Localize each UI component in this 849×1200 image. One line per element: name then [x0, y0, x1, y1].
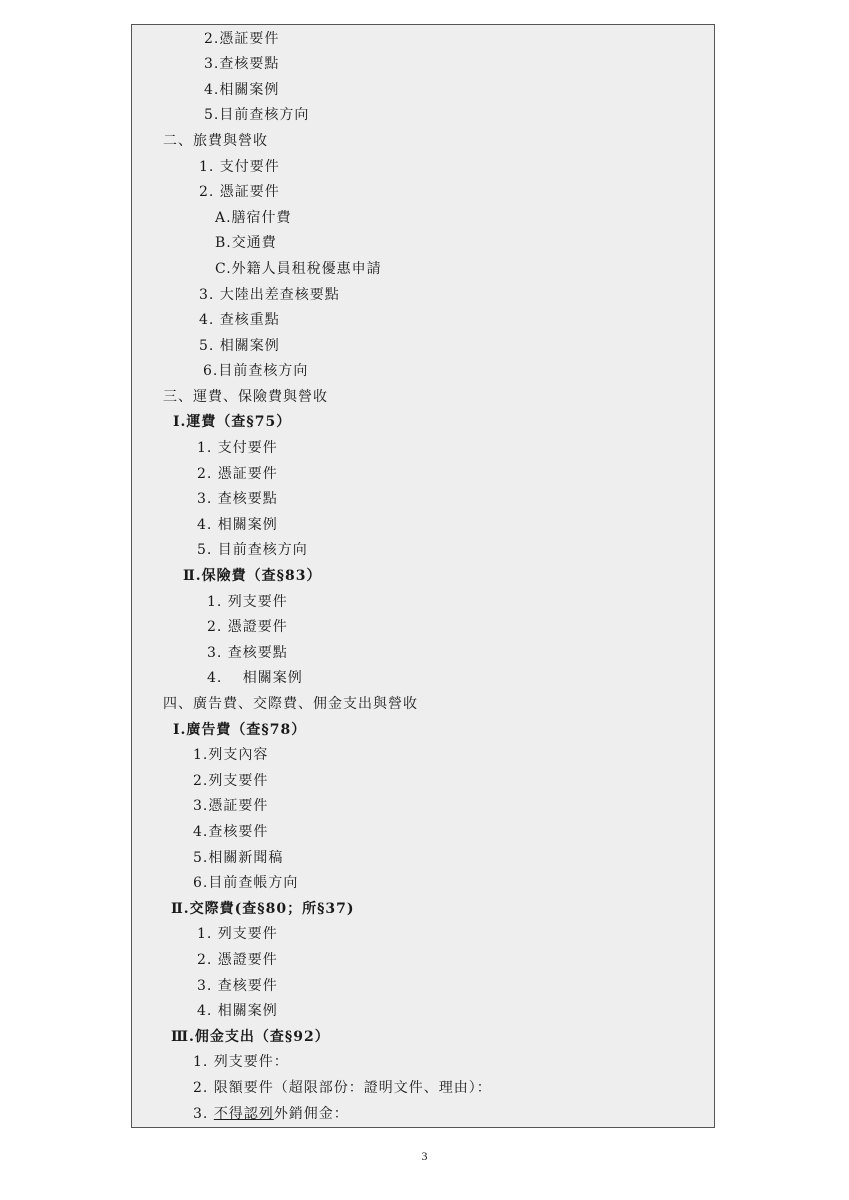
outline-line: 4. 相關案例 — [197, 1003, 278, 1019]
outline-line: A.膳宿什費 — [215, 210, 292, 226]
outline-line: 4.相關案例 — [204, 82, 280, 98]
outline-line-underlined: 不得認列 — [213, 1106, 274, 1122]
outline-line: 4. 查核重點 — [199, 312, 280, 328]
outline-line: 2.憑証要件 — [204, 31, 280, 47]
outline-line: 二、旅費與營收 — [163, 133, 268, 149]
outline-line: Ⅱ.交際費(查§80；所§37) — [171, 901, 355, 917]
outline-line: 3.查核要點 — [204, 56, 280, 72]
outline-line: Ⅱ.保險費（查§83） — [183, 568, 322, 584]
outline-line: 5. 相關案例 — [199, 338, 280, 354]
outline-line: C.外籍人員租稅優惠申請 — [215, 261, 382, 277]
outline-line: 2. 限額要件（超限部份：證明文件、理由）： — [193, 1080, 492, 1096]
outline-line: 3. 查核要點 — [197, 491, 278, 507]
outline-line: 6.目前查帳方向 — [193, 875, 299, 891]
outline-line: 1.列支內容 — [193, 747, 269, 763]
outline-line: 4. 相關案例 — [197, 517, 278, 533]
outline-line: 3.憑証要件 — [193, 798, 269, 814]
outline-line: 1. 列支要件 — [207, 594, 288, 610]
outline-line-prefix: 3. — [193, 1106, 214, 1122]
outline-line — [193, 1105, 349, 1123]
outline-line: 四、廣告費、交際費、佣金支出與營收 — [163, 696, 418, 712]
outline-line: 5. 目前查核方向 — [197, 542, 308, 558]
outline-line: 6.目前查核方向 — [203, 363, 309, 379]
outline-line: B.交通費 — [215, 235, 277, 251]
outline-line: 2. 憑証要件 — [199, 184, 280, 200]
outline-line: 4. 相關案例 — [207, 670, 303, 686]
outline-line: 5.目前查核方向 — [204, 107, 310, 123]
outline-line: 1. 支付要件 — [197, 440, 278, 456]
outline-line: 2.列支要件 — [193, 773, 269, 789]
outline-line: 三、運費、保險費與營收 — [163, 389, 328, 405]
outline-line: Ⅰ.廣告費（查§78） — [173, 722, 307, 738]
outline-line: 5.相關新聞稿 — [193, 850, 284, 866]
outline-line: 2. 憑證要件 — [197, 952, 278, 968]
outline-line: 4.查核要件 — [193, 824, 269, 840]
outline-line: 1. 支付要件 — [199, 159, 280, 175]
outline-line: 2. 憑証要件 — [197, 466, 278, 482]
outline-line: Ⅲ.佣金支出（查§92） — [171, 1029, 330, 1045]
outline-line: 1. 列支要件 — [197, 926, 278, 942]
page-number: 3 — [421, 1149, 428, 1163]
outline-line: 3. 查核要件 — [197, 978, 278, 994]
outline-line: 3. 大陸出差查核要點 — [199, 287, 340, 303]
outline-line: 3. 查核要點 — [207, 645, 288, 661]
outline-line: Ⅰ.運費（查§75） — [173, 414, 292, 430]
outline-line: 2. 憑證要件 — [207, 619, 288, 635]
outline-line: 1. 列支要件： — [193, 1054, 289, 1070]
outline-line-rest: 外銷佣金： — [273, 1106, 349, 1122]
